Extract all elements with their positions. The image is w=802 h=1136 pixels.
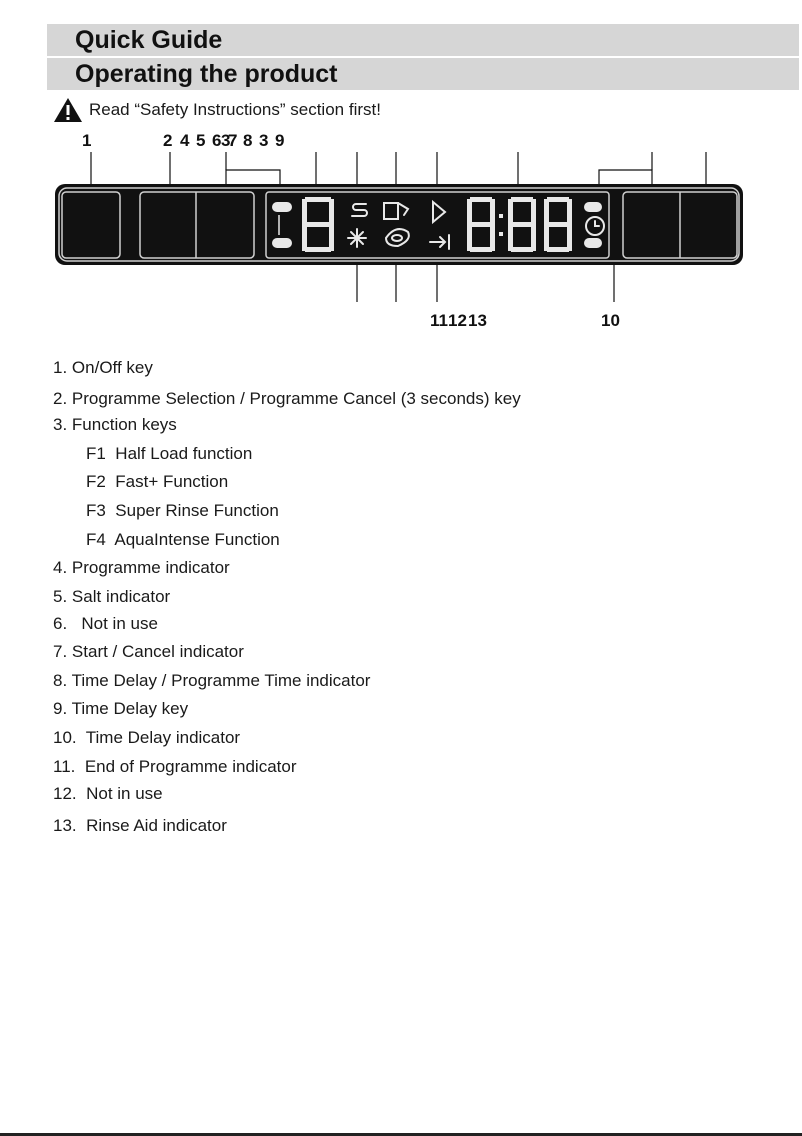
callout-12: 12 [448,311,467,330]
callout-1: 1 [82,131,92,150]
legend-item: 5. Salt indicator [53,587,171,606]
legend-subitem: F3 Super Rinse Function [86,501,279,520]
legend-item: 10. Time Delay indicator [53,728,241,747]
callout-8: 8 [243,131,253,150]
legend-item: 9. Time Delay key [53,699,189,718]
legend-item: 6. Not in use [53,614,158,633]
callout-2: 2 [163,131,173,150]
legend-item: 7. Start / Cancel indicator [53,642,244,661]
legend-item: 13. Rinse Aid indicator [53,816,227,835]
control-panel-diagram [0,0,802,340]
legend-item: 12. Not in use [53,784,163,803]
legend-subitem: F4 AquaIntense Function [86,530,280,549]
end-of-programme-icon [348,229,366,247]
callout-11: 11 [430,311,448,330]
callout-9: 9 [275,131,285,150]
legend-item: 2. Programme Selection / Programme Cancel (3 seconds) key [53,389,521,408]
callout-7: 7 [228,131,238,150]
callout-3b: 3 [259,131,269,150]
page-title: Quick Guide [47,24,799,56]
callout-6: 6 [212,131,222,150]
legend-item: 11. End of Programme indicator [53,757,297,776]
legend-subitem: F2 Fast+ Function [86,472,229,491]
legend-item: 3. Function keys [53,415,177,434]
legend-subitem: F1 Half Load function [86,444,253,463]
callout-10: 10 [601,311,620,330]
callout-4: 4 [180,131,190,150]
callout-5: 5 [196,131,206,150]
warning-text: Read “Safety Instructions” section first! [89,100,381,119]
callout-3a: 3 [221,131,231,150]
callout-13: 13 [468,311,487,330]
section-title: Operating the product [47,58,799,90]
legend-item: 4. Programme indicator [53,558,230,577]
legend-item: 8. Time Delay / Programme Time indicator [53,671,371,690]
legend-item: 1. On/Off key [53,358,153,377]
